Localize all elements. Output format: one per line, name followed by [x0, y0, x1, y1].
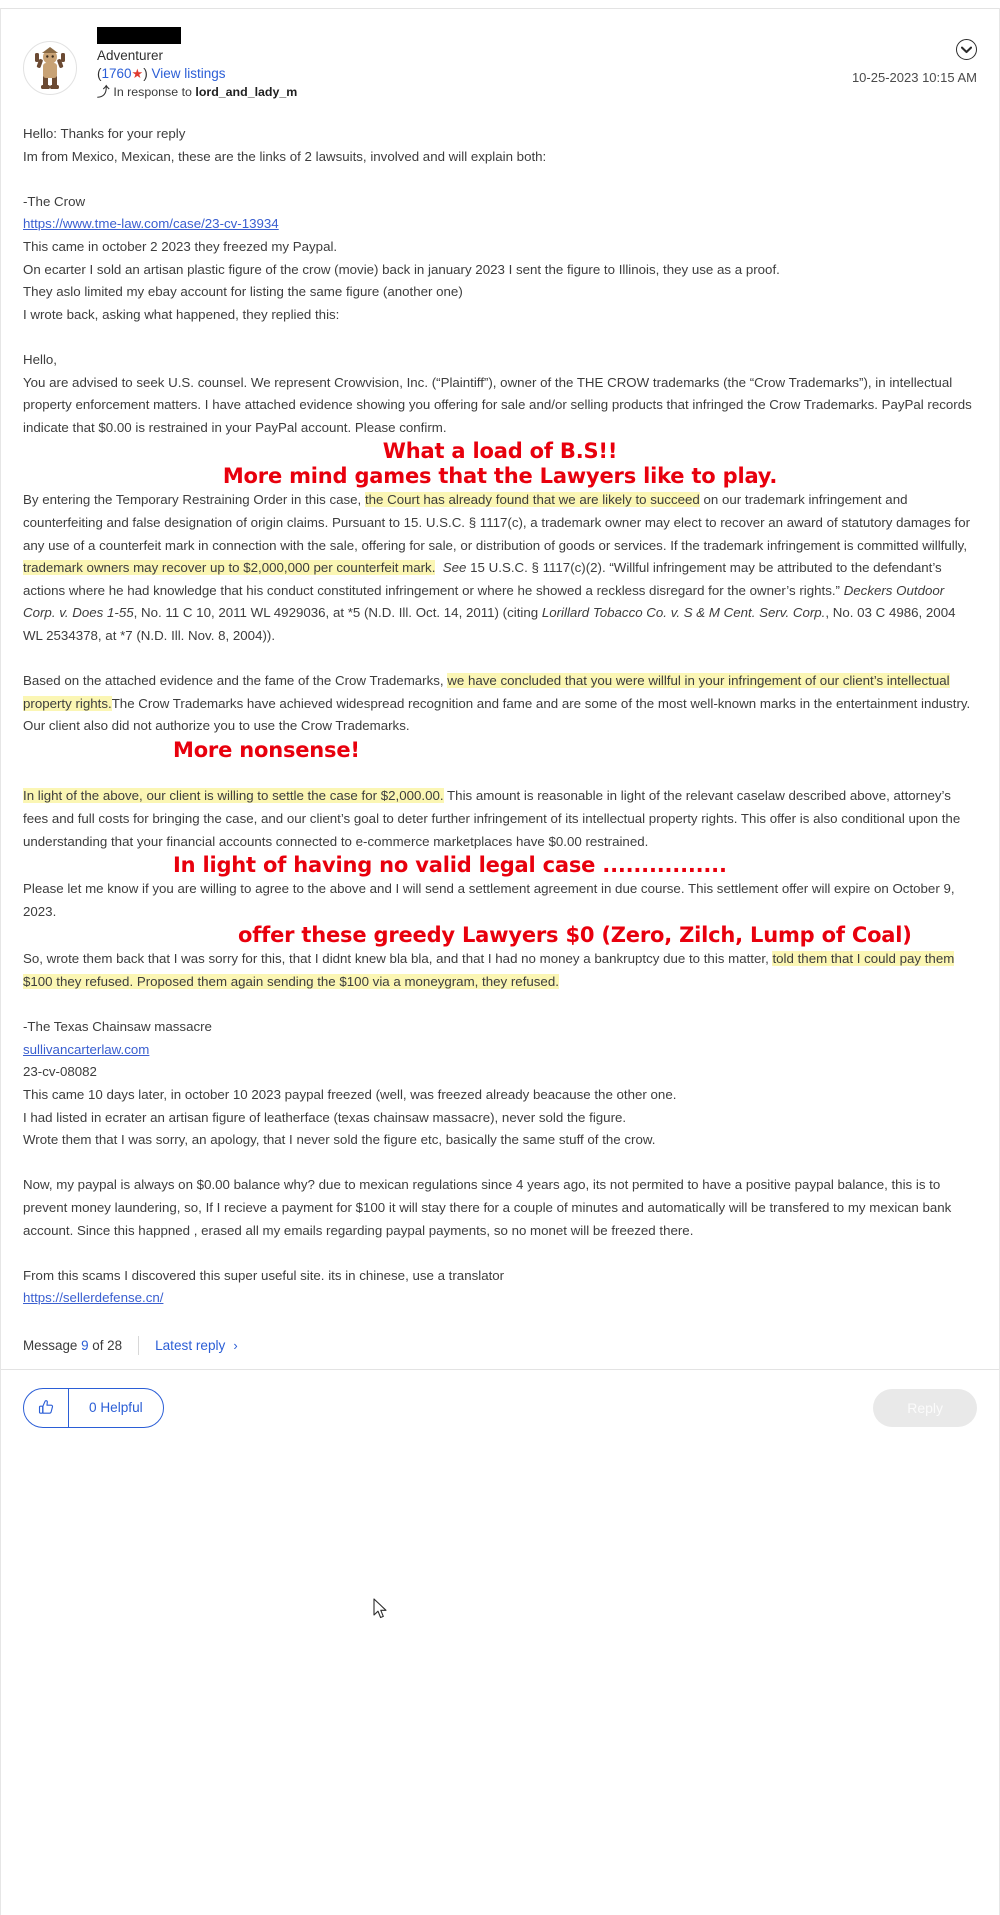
latest-reply-link[interactable]	[155, 1338, 238, 1353]
spacer	[23, 1152, 977, 1175]
body-line-13: Wrote them that I was sorry, an apology, that I never sold the figure etc, basically the same stuff of the crow.	[23, 1132, 656, 1148]
message-counter-row	[23, 1336, 977, 1369]
post-body	[1, 123, 999, 1310]
message-number: 9	[81, 1337, 89, 1353]
paren-open: (	[97, 66, 102, 81]
chevron-down-circle-icon[interactable]	[956, 39, 977, 60]
author-rank: Adventurer	[97, 48, 164, 63]
user-paragraph-7: Now, my paypal is always on $0.00 balance why? due to mexican regulations since 4 years ago, its not permited to have a positive paypal balance, this is to prevent money laundering, so, If I recieve a payment for $100 it will stay there for a couple of minutes and automatically will be transfered to my mexican bank account. Since this happned , erased all my emails regarding paypal payments, so no monet will be freezed there.	[23, 1177, 952, 1238]
legal-paragraph-5: Please let me know if you are willing to agree to the above and I will send a settlement agreement in due course. This settlement offer will expire on October 9, 2023.	[23, 881, 955, 919]
p2-text-d: , No. 11 C 10, 2011 WL 4929036, at *5 (N.D. Ill. Oct. 14, 2011) (citing	[133, 605, 542, 621]
highlight-statutory-damages: trademark owners may recover up to $2,000,000 per counterfeit mark.	[23, 560, 436, 576]
message-label-pre: Message	[23, 1337, 78, 1353]
see-signal: See	[442, 560, 467, 576]
annotation-3: In light of having no valid legal case ................	[173, 853, 727, 878]
spacer	[23, 1242, 977, 1265]
annotation-1-line-1: What a load of B.S!!	[382, 439, 618, 464]
avatar	[23, 41, 77, 95]
body-line-8: Hello,	[23, 351, 57, 367]
in-response-label: In response to	[113, 85, 192, 99]
reputation-row	[97, 65, 297, 82]
case-citation-1: Deckers Outdoor Corp. v. Does 1-55	[23, 582, 945, 621]
annotation-1-line-2: More mind games that the Lawyers like to play.	[222, 464, 778, 489]
helpful-count: 0 Helpful	[89, 1400, 143, 1416]
forum-post-page	[0, 8, 1000, 1915]
highlight-court-likely-succeed: the Court has already found that we are likely to succeed	[364, 492, 700, 508]
annotation-2: More nonsense!	[173, 737, 360, 762]
p4-text-b: This amount is reasonable in light of the relevant caselaw described above, attorney’s fees and full costs for bringing the case, and our client’s goal to deter further infringement of its intellectual property rights. This offer is also conditional upon the understanding that your financial accounts connected to e-commerce marketplaces have $0.00 restrained.	[23, 788, 961, 849]
spacer	[23, 168, 977, 191]
highlight-willful-infringement: we have concluded that you were willful in your infringement of our client’s intellectual property rights.	[23, 673, 950, 711]
post-header	[1, 9, 999, 101]
p2-text-e: , No. 03 C 4986, 2004 WL 2534378, at *7 (N.D. Ill. Nov. 8, 2004)).	[23, 605, 956, 643]
case-number: 23-cv-08082	[23, 1064, 97, 1080]
reply-arrow-icon: ⤴	[97, 85, 110, 99]
p2-text-b: on our trademark infringement and counterfeiting and false designation of origin claims. Pursuant to 15. U.S.C. § 1117(c), a trademark owner may elect to recover an award of statutory damages for any use of a counterfeit mark in connection with the sale, offering for sale, or distribution of goods or services. If the trademark infringement is committed willfully,	[23, 492, 971, 553]
user-paragraph-6	[23, 948, 977, 993]
spacer	[23, 647, 977, 670]
latest-reply-label: Latest reply	[155, 1337, 226, 1353]
legal-paragraph-4	[23, 785, 977, 853]
message-label-post: of 28	[92, 1337, 123, 1353]
thumbs-up-icon	[24, 1389, 69, 1427]
legal-paragraph-3	[23, 670, 977, 738]
reply-button[interactable]: Reply	[873, 1389, 977, 1427]
law-firm-link[interactable]: sullivancarterlaw.com	[23, 1041, 150, 1057]
p2-text-c: 15 U.S.C. § 1117(c)(2). “Willful infringement may be attributed to the defendant’s actions where he had knowledge that his conduct constituted infringement or where he showed a reckless disregard for the owner’s rights.”	[23, 560, 942, 598]
reputation-count[interactable]: 1760	[101, 66, 132, 81]
body-line-5: On ecarter I sold an artisan plastic figure of the crow (movie) back in january 2023 I sent the figure to Illinois, they use as a proof.	[23, 261, 780, 277]
chevron-right-icon: ›	[233, 1337, 238, 1353]
legal-paragraph-1: You are advised to seek U.S. counsel. We represent Crowvision, Inc. (“Plaintiff”), owner of the THE CROW trademarks (the “Crow Trademarks”), in intellectual property enforcement matters. I have attached evidence showing you offering for sale and/or selling products that infringed the Crow Trademarks. PayPal records indicate that $0.00 is restrained in your PayPal account. Please confirm.	[23, 374, 972, 435]
body-line-12: I had listed in ecrater an artisan figure of leatherface (texas chainsaw massacre), never sold the figure.	[23, 1109, 627, 1125]
redacted-username-bar	[97, 27, 181, 44]
p6-text-a: So, wrote them back that I was sorry for this, that I didnt knew bla bla, and that I had no money a bankruptcy due to this matter,	[23, 951, 773, 967]
mouse-cursor	[373, 1598, 389, 1628]
body-line-6: They aslo limited my ebay account for listing the same figure (another one)	[23, 284, 463, 300]
spacer	[23, 763, 977, 786]
annotation-4: offer these greedy Lawyers $0 (Zero, Zilch, Lump of Coal)	[238, 923, 912, 948]
case-link-1[interactable]: https://www.tme-law.com/case/23-cv-13934	[23, 216, 279, 232]
paren-close: )	[143, 66, 148, 81]
body-line-1: Hello: Thanks for your reply	[23, 126, 186, 141]
sellerdefense-link[interactable]: https://sellerdefense.cn/	[23, 1290, 164, 1306]
body-line-3: -The Crow	[23, 193, 86, 209]
case-citation-2: Lorillard Tobacco Co. v. S & M Cent. Serv. Corp.	[541, 605, 826, 621]
body-line-11: This came 10 days later, in october 10 2023 paypal freezed (well, was freezed already beacause the other one.	[23, 1086, 677, 1102]
post-header-right	[852, 39, 977, 85]
spacer	[23, 326, 977, 349]
view-listings-link[interactable]: View listings	[151, 66, 226, 81]
spacer	[23, 994, 977, 1017]
body-line-7: I wrote back, asking what happened, they replied this:	[23, 306, 340, 322]
highlight-settle-offer: In light of the above, our client is willing to settle the case for $2,000.00.	[23, 788, 444, 804]
user-paragraph-8: From this scams I discovered this super useful site. its in chinese, use a translator	[23, 1267, 505, 1283]
p3-text-b: The Crow Trademarks have achieved widespread recognition and fame and are some of the most well-known marks in the entertainment industry. Our client also did not authorize you to use the Crow Trademarks.	[23, 695, 971, 734]
helpful-button[interactable]	[23, 1388, 164, 1428]
highlight-offered-100: told them that I could pay them $100 they refused. Proposed them again sending the $100 via a moneygram, they refused.	[23, 951, 955, 989]
post-actions	[1, 1370, 999, 1448]
in-response-username[interactable]: lord_and_lady_m	[195, 85, 298, 99]
vertical-divider	[138, 1336, 139, 1355]
author-identity	[97, 27, 297, 101]
post-timestamp: 10-25-2023 10:15 AM	[851, 70, 977, 85]
legal-paragraph-2	[23, 489, 977, 647]
body-line-4: This came in october 2 2023 they freezed my Paypal.	[23, 238, 338, 254]
p2-text-a: By entering the Temporary Restraining Order in this case,	[23, 492, 365, 508]
body-line-9: -The Texas Chainsaw massacre	[23, 1019, 212, 1035]
star-icon: ★	[131, 66, 144, 81]
p3-text-a: Based on the attached evidence and the fame of the Crow Trademarks,	[23, 673, 448, 689]
in-response-to-row	[97, 84, 297, 101]
body-line-2: Im from Mexico, Mexican, these are the links of 2 lawsuits, involved and will explain both:	[23, 148, 547, 164]
